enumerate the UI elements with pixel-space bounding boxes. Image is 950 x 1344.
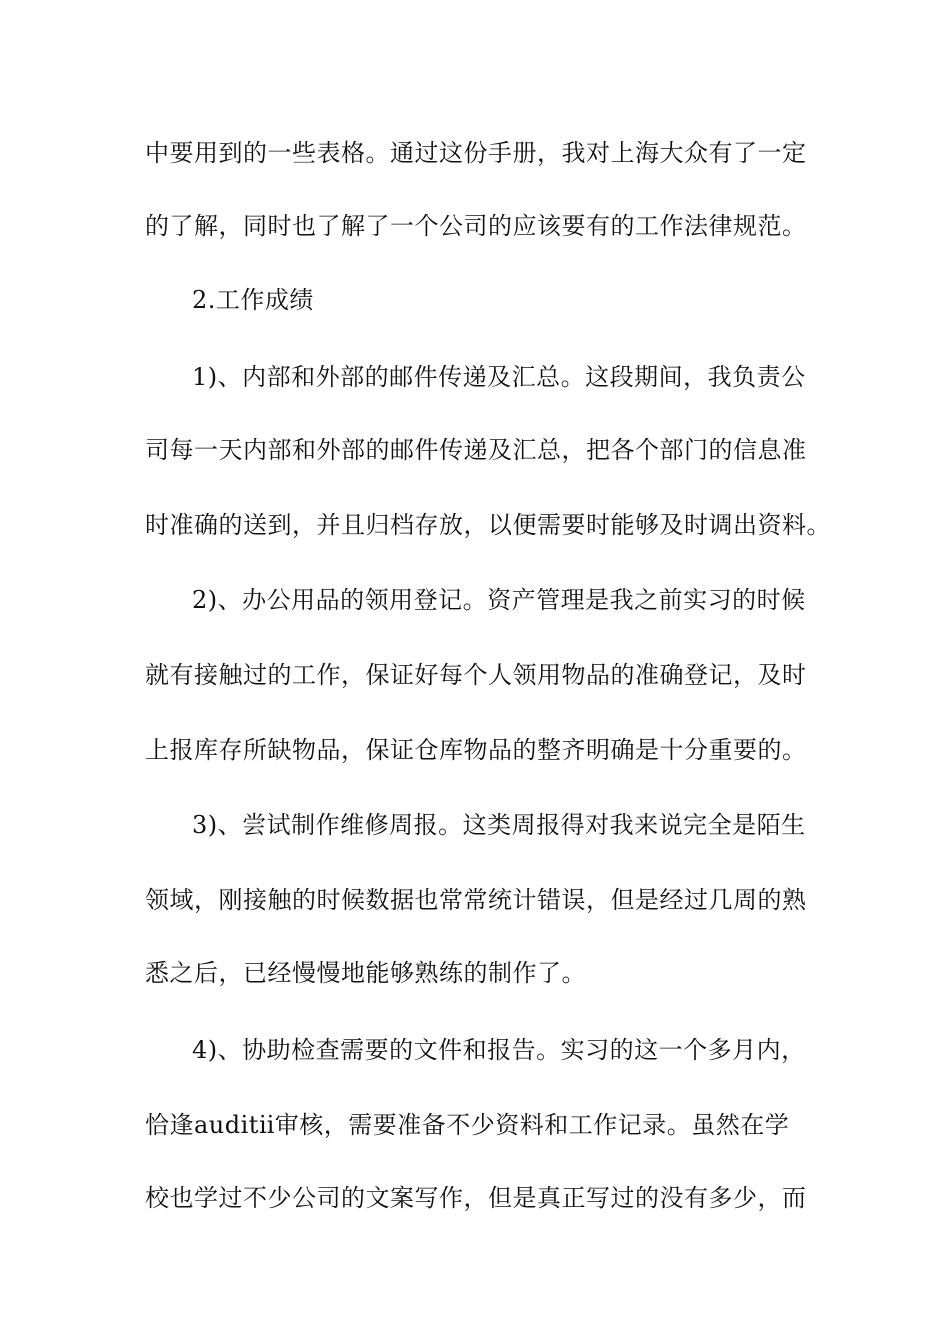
body-text-line: 司每一天内部和外部的邮件传递及汇总，把各个部门的信息准 bbox=[145, 436, 807, 464]
body-text-line: 就有接触过的工作，保证好每个人领用物品的准确登记，及时 bbox=[145, 661, 807, 689]
body-text-line: 3)、尝试制作维修周报。这类周报得对我来说完全是陌生 bbox=[192, 811, 806, 839]
body-text-line: 中要用到的一些表格。通过这份手册，我对上海大众有了一定 bbox=[145, 139, 807, 167]
section-heading: 2.工作成绩 bbox=[192, 286, 314, 314]
body-text-line: 时准确的送到，并且归档存放，以便需要时能够及时调出资料。 bbox=[145, 511, 831, 539]
body-text-line: 校也学过不少公司的文案写作，但是真正写过的没有多少，而 bbox=[145, 1184, 807, 1212]
body-text-line: 4)、协助检查需要的文件和报告。实习的这一个多月内， bbox=[192, 1036, 806, 1064]
body-text-line: 的了解，同时也了解了一个公司的应该要有的工作法律规范。 bbox=[145, 212, 807, 240]
body-text-line: 2)、办公用品的领用登记。资产管理是我之前实习的时候 bbox=[192, 586, 806, 614]
body-text-line: 恰逢auditⅱ审核，需要准备不少资料和工作记录。虽然在学 bbox=[145, 1111, 790, 1139]
body-text-line: 1)、内部和外部的邮件传递及汇总。这段期间，我负责公 bbox=[192, 363, 806, 391]
body-text-line: 悉之后，已经慢慢地能够熟练的制作了。 bbox=[145, 959, 586, 987]
body-text-line: 领域，刚接触的时候数据也常常统计错误，但是经过几周的熟 bbox=[145, 886, 807, 914]
body-text-line: 上报库存所缺物品，保证仓库物品的整齐明确是十分重要的。 bbox=[145, 736, 807, 764]
